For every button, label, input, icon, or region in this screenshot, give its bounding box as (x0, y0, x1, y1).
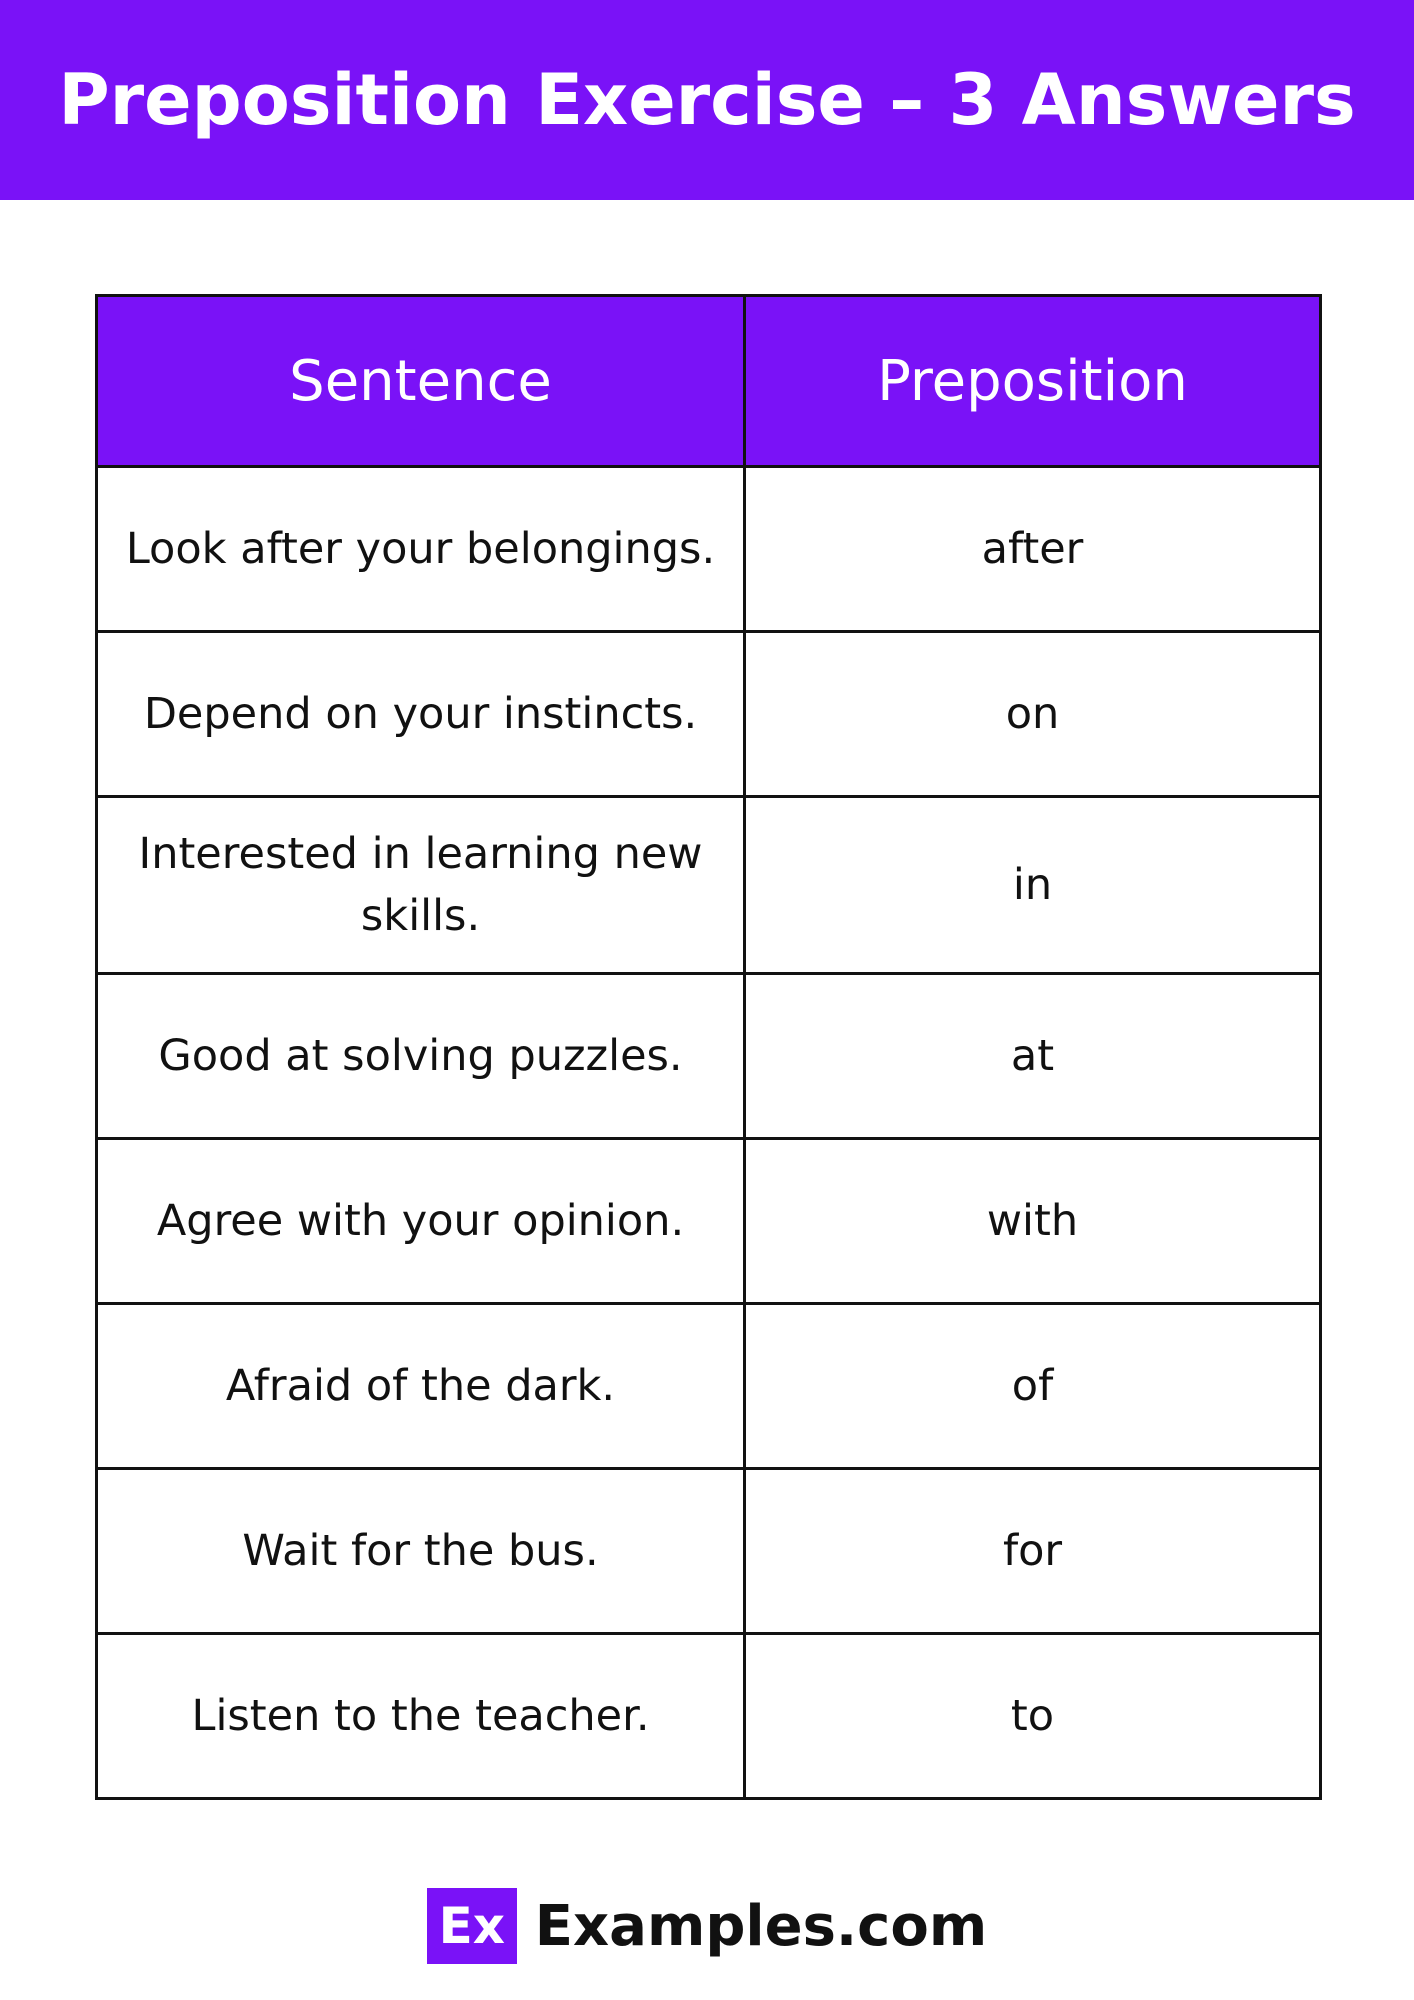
table-row (97, 1634, 1321, 1799)
table-row (97, 974, 1321, 1139)
sentence-cell: Wait for the bus. (97, 1469, 745, 1634)
brand-name: Examples.com (534, 1893, 988, 1959)
table-row (97, 467, 1321, 632)
table-header-row (97, 296, 1321, 467)
footer-brand (0, 1886, 1414, 1966)
table-row (97, 797, 1321, 974)
preposition-cell: in (745, 797, 1321, 974)
sentence-cell: Listen to the teacher. (97, 1634, 745, 1799)
answers-table-container (95, 294, 1319, 1800)
sentence-cell: Depend on your instincts. (97, 632, 745, 797)
preposition-cell: at (745, 974, 1321, 1139)
table-row (97, 1304, 1321, 1469)
page-title: Preposition Exercise – 3 Answers (58, 59, 1356, 141)
brand-logo-icon: Ex (427, 1888, 517, 1964)
preposition-cell: on (745, 632, 1321, 797)
answers-table (95, 294, 1322, 1800)
table-row (97, 1139, 1321, 1304)
table-row (97, 1469, 1321, 1634)
sentence-cell: Interested in learning new skills. (97, 797, 745, 974)
sentence-cell: Look after your belongings. (97, 467, 745, 632)
preposition-cell: of (745, 1304, 1321, 1469)
preposition-cell: for (745, 1469, 1321, 1634)
preposition-cell: after (745, 467, 1321, 632)
preposition-cell: with (745, 1139, 1321, 1304)
sentence-cell: Afraid of the dark. (97, 1304, 745, 1469)
preposition-cell: to (745, 1634, 1321, 1799)
sentence-cell: Agree with your opinion. (97, 1139, 745, 1304)
sentence-cell: Good at solving puzzles. (97, 974, 745, 1139)
page-header (0, 0, 1414, 200)
table-row (97, 632, 1321, 797)
column-header-preposition: Preposition (745, 296, 1321, 467)
column-header-sentence: Sentence (97, 296, 745, 467)
